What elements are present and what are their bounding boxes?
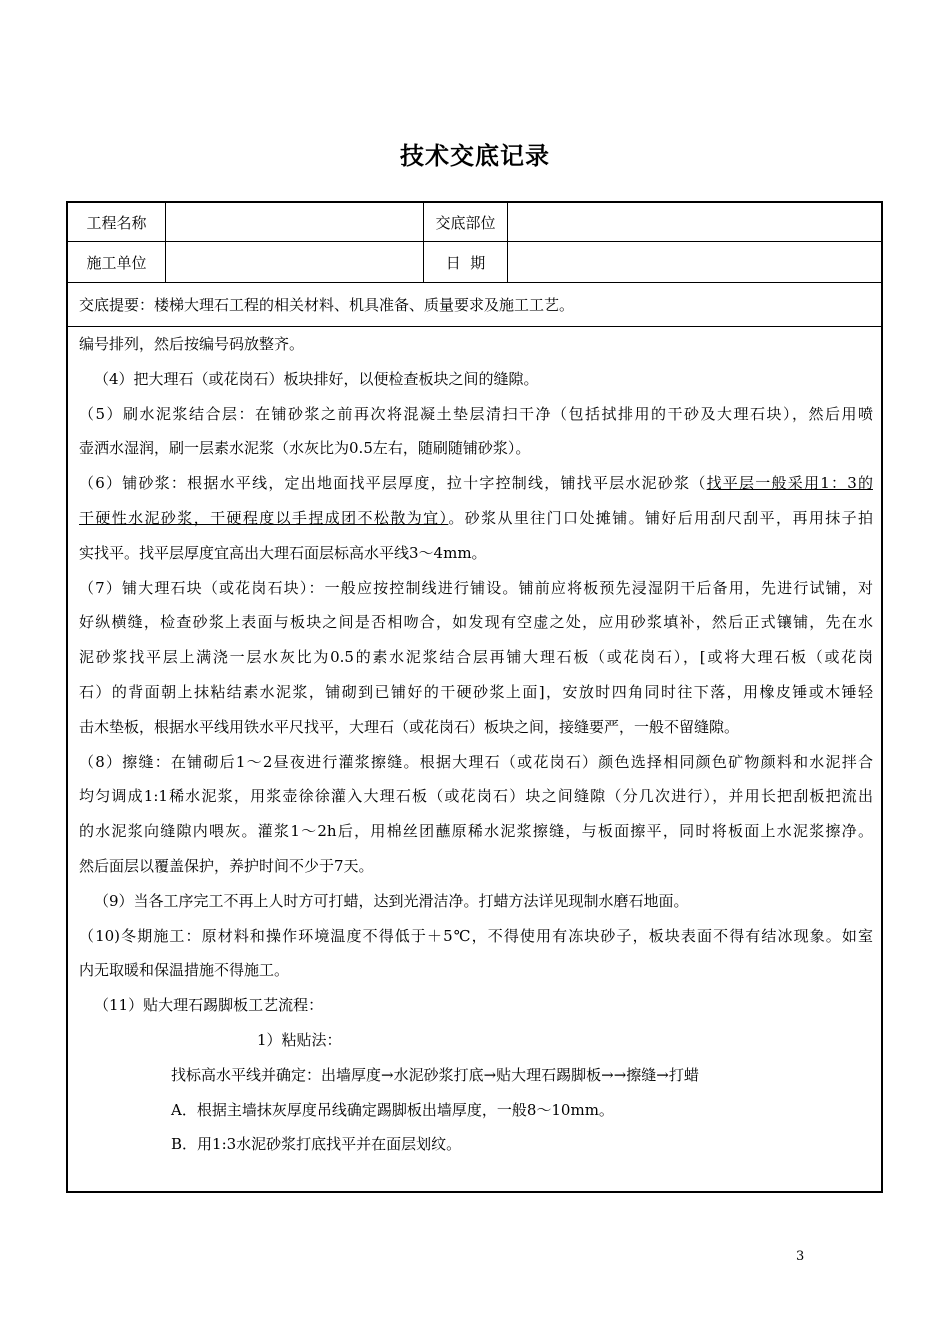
header-row-1 bbox=[68, 203, 881, 242]
text-line: （11）贴大理石踢脚板工艺流程： bbox=[94, 996, 324, 1015]
text-line: 均匀调成1:1稀水泥浆，用浆壶徐徐灌入大理石板（或花岗石）块之间缝隙（分几次进行），并用长把刮板把流出 bbox=[79, 787, 873, 806]
text-line: B．用1:3水泥砂浆打底找平并在面层划纹。 bbox=[171, 1135, 462, 1154]
summary: 交底提要：楼梯大理石工程的相关材料、机具准备、质量要求及施工工艺。 bbox=[68, 283, 881, 327]
text-line bbox=[79, 501, 873, 536]
page-title: 技术交底记录 bbox=[400, 142, 550, 170]
text-line: 壶洒水湿润，刷一层素水泥浆（水灰比为0.5左右，随刷随铺砂浆）。 bbox=[79, 439, 531, 458]
text-line: 找标高水平线并确定：出墙厚度→水泥砂浆打底→贴大理石踢脚板→→擦缝→打蜡 bbox=[171, 1065, 699, 1084]
location-value[interactable] bbox=[508, 203, 881, 241]
date-value[interactable] bbox=[508, 242, 881, 282]
text-line: 击木垫板，根据水平线用铁水平尺找平，大理石（或花岗石）板块之间，接缝要严，一般不留缝隙。 bbox=[79, 717, 740, 736]
text-segment: 。砂浆从里往门口处摊铺。铺好后用刮尺刮平，再用抹子拍 bbox=[448, 508, 873, 527]
project-name-label: 工程名称 bbox=[68, 203, 166, 241]
text-line: 好纵横缝，检查砂浆上表面与板块之间是否相吻合，如发现有空虚之处，应用砂浆填补，然后正式镶铺，先在水 bbox=[79, 613, 873, 632]
page-number: 3 bbox=[796, 1249, 805, 1264]
text-line: （8）擦缝：在铺砌后1～2昼夜进行灌浆擦缝。根据大理石（或花岗石）颜色选择相同颜色矿物颜料和水泥拌合 bbox=[79, 752, 873, 771]
text-line: （9）当各工序完工不再上人时方可打蜡，达到光滑洁净。打蜡方法详见现制水磨石地面。 bbox=[94, 891, 689, 910]
text-line: 石）的背面朝上抹粘结素水泥浆，铺砌到已铺好的干硬砂浆上面]，安放时四角同时往下落，用橡皮锤或木锤轻 bbox=[79, 682, 873, 701]
content-body bbox=[68, 327, 881, 1162]
text-line: A．根据主墙抹灰厚度吊线确定踢脚板出墙厚度，一般8～10mm。 bbox=[171, 1100, 614, 1119]
text-line: （4）把大理石（或花岗石）板块排好，以便检查板块之间的缝隙。 bbox=[94, 369, 539, 388]
text-line: （5）刷水泥浆结合层：在铺砂浆之前再次将混凝土垫层清扫干净（包括拭排用的干砂及大理石块），然后用喷 bbox=[79, 404, 873, 423]
underlined-text: 干硬性水泥砂浆，干硬程度以手捏成团不松散为宜） bbox=[79, 508, 449, 527]
text-line: 编号排列，然后按编号码放整齐。 bbox=[79, 335, 305, 353]
text-line: 1）粘贴法： bbox=[257, 1030, 342, 1049]
underlined-text: 找平层一般采用1：3的 bbox=[706, 474, 873, 493]
text-line: 然后面层以覆盖保护，养护时间不少于7天。 bbox=[79, 856, 374, 875]
contractor-label: 施工单位 bbox=[68, 242, 166, 282]
text-line: 泥砂浆找平层上满浇一层水灰比为0.5的素水泥浆结合层再铺大理石板（或花岗石），[或将大理石板（或花岗 bbox=[79, 648, 873, 667]
text-line: 内无取暖和保温措施不得施工。 bbox=[79, 961, 290, 980]
record-table bbox=[66, 201, 883, 1193]
contractor-value[interactable] bbox=[166, 242, 424, 282]
text-line: （7）铺大理石块（或花岗石块）：一般应按控制线进行铺设。铺前应将板预先浸湿阴干后备用，先进行试铺，对 bbox=[79, 578, 873, 597]
location-label: 交底部位 bbox=[424, 203, 508, 241]
text-line bbox=[79, 466, 873, 501]
text-line: 实找平。找平层厚度宜高出大理石面层标高水平线3～4mm。 bbox=[79, 543, 487, 562]
header-row-2 bbox=[68, 242, 881, 283]
text-line: 的水泥浆向缝隙内喂灰。灌浆1～2h后，用棉丝团蘸原稀水泥浆擦缝，与板面擦平，同时将板面上水泥浆擦净。 bbox=[79, 822, 873, 841]
text-line: （10)冬期施工：原材料和操作环境温度不得低于＋5℃，不得使用有冻块砂子，板块表面不得有结冰现象。如室 bbox=[79, 926, 873, 945]
date-label: 日 期 bbox=[424, 242, 508, 282]
text-segment: （6）铺砂浆：根据水平线，定出地面找平层厚度，拉十字控制线，铺找平层水泥砂浆（ bbox=[79, 474, 707, 493]
project-name-value[interactable] bbox=[166, 203, 424, 241]
